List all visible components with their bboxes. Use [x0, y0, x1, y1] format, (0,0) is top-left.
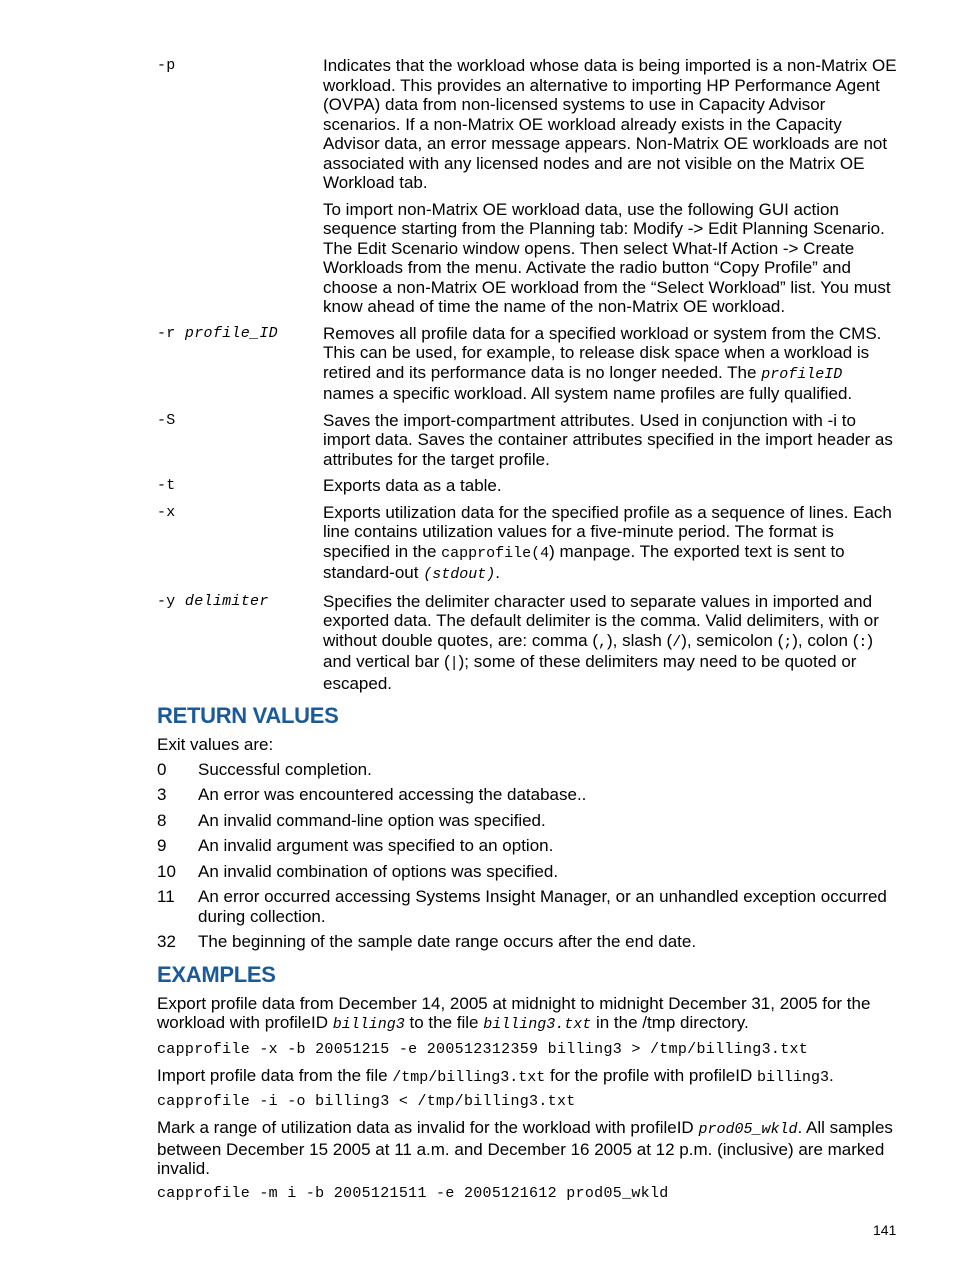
option-name [157, 411, 323, 470]
option-name [157, 476, 323, 496]
desc-text: . [828, 1065, 834, 1085]
inline-code: billing3.txt [483, 1016, 592, 1033]
option-description: Exports data as a table. [323, 476, 502, 495]
option-name [157, 503, 323, 585]
return-value-row [157, 887, 897, 926]
desc-text: Export profile data from December 14, 2005 at midnight to midnight December 31, 2005 for the workload with profileID [157, 993, 871, 1032]
option-row-y [157, 592, 897, 694]
return-code: 0 [157, 759, 167, 779]
return-code: 10 [157, 861, 176, 881]
return-text: The beginning of the sample date range occurs after the end date. [198, 932, 697, 951]
desc-text: ), colon ( [792, 630, 859, 650]
option-flag: -p [157, 57, 176, 74]
section-heading-examples: EXAMPLES [157, 961, 276, 987]
inline-code: ; [783, 633, 793, 651]
option-paragraph: Indicates that the workload whose data is being imported is a non-Matrix OE workload. This provides an alternative to importing HP Performance Agent (OVPA) data from non-licensed systems to use in Capacity Advisor scenarios. If a non-Matrix OE workload already exists in the Capacity Advisor data, an error message appears. Non-Matrix OE workloads are not associated with any licensed nodes and are not visible on the Matrix OE Workload tab. [323, 56, 897, 192]
desc-text: for the profile with profileID [545, 1065, 757, 1085]
example-command: capprofile -x -b 20051215 -e 200512312359 billing3 > /tmp/billing3.txt [157, 1040, 809, 1058]
inline-code: / [672, 633, 682, 651]
example-description [157, 1118, 897, 1179]
desc-text: ) manpage. The exported text is sent to standard-out [323, 541, 845, 582]
option-flag: -t [157, 477, 176, 494]
desc-text: Removes all profile data for a specified workload or system from the CMS. This can be used, for example, to release disk space when a workload is retired and its performance data is no longer needed. The [323, 323, 882, 382]
inline-code: billing3 [332, 1016, 405, 1033]
return-code: 9 [157, 836, 167, 855]
example-description [157, 1066, 897, 1088]
inline-code: capprofile(4 [441, 544, 550, 562]
desc-text: ), semicolon ( [681, 630, 784, 650]
return-text: An invalid combination of options was specified. [198, 861, 559, 881]
option-description [323, 324, 897, 404]
option-description [323, 592, 897, 694]
desc-text: to the file [404, 1013, 484, 1032]
inline-code: , [597, 633, 607, 651]
desc-text: Specifies the delimiter character used to separate values in imported and exported data. The default delimiter is the comma. Valid delimiters, with or without double quotes, are: comma ( [323, 591, 879, 650]
desc-text: Exports utilization data for the specified profile as a sequence of lines. Each line contains utilization values for a five-minute period. The format is specified in the [323, 502, 892, 561]
page-number: 141 [873, 1222, 897, 1238]
return-value-row [157, 836, 897, 856]
return-code: 8 [157, 810, 167, 830]
return-text: An error occurred accessing Systems Insight Manager, or an unhandled exception occurred during collection. [198, 887, 887, 926]
option-arg: profile_ID [184, 324, 278, 342]
option-flag: -y [157, 592, 176, 610]
return-values-intro: Exit values are: [157, 735, 274, 754]
return-text: An invalid command-line option was specified. [198, 810, 546, 830]
return-code: 11 [157, 887, 175, 906]
option-row-s [157, 411, 897, 470]
desc-text: ) and vertical bar ( [323, 630, 874, 671]
desc-text: . [495, 563, 500, 582]
option-name [157, 592, 323, 694]
return-code: 3 [157, 785, 167, 804]
option-flag: -r [157, 324, 176, 342]
return-value-row [157, 862, 897, 882]
return-text: Successful completion. [198, 759, 372, 779]
return-value-row [157, 811, 897, 831]
option-row-p [157, 56, 897, 317]
inline-code: profileID [761, 365, 843, 383]
option-description: Saves the import-compartment attributes. Used in conjunction with -i to import data. Saves the container attributes specified in the import header as attributes for the target profile. [323, 410, 893, 469]
desc-text: Mark a range of utilization data as invalid for the workload with profileID [157, 1118, 699, 1137]
option-name [157, 56, 323, 317]
desc-text: ), slash ( [607, 630, 673, 650]
inline-code: | [449, 655, 459, 672]
desc-text: names a specific workload. All system name profiles are fully qualified. [323, 384, 853, 403]
inline-code: prod05_wkld [698, 1121, 798, 1138]
option-row-x [157, 503, 897, 585]
option-arg: delimiter [184, 592, 269, 610]
inline-code: (stdout) [423, 566, 496, 583]
return-code: 32 [157, 932, 176, 951]
option-flag: -x [157, 503, 176, 521]
return-text: An invalid argument was specified to an option. [198, 836, 554, 855]
desc-text: in the /tmp directory. [591, 1013, 749, 1032]
return-value-row [157, 785, 897, 805]
option-description [323, 503, 897, 585]
option-name [157, 324, 323, 404]
desc-text: . All samples between December 15 2005 at 11 a.m. and December 16 2005 at 12 p.m. (inclusive) are marked invalid. [157, 1118, 893, 1178]
return-value-row [157, 760, 897, 780]
inline-code: : [858, 633, 868, 651]
inline-code: billing3 [756, 1068, 829, 1086]
option-flag: -S [157, 411, 176, 429]
desc-text: ); some of these delimiters may need to be quoted or escaped. [323, 652, 857, 693]
example-description [157, 994, 897, 1035]
return-text: An error was encountered accessing the database.. [198, 785, 587, 804]
return-value-row [157, 932, 897, 952]
example-command: capprofile -i -o billing3 < /tmp/billing3.txt [157, 1093, 576, 1110]
example-command: capprofile -m i -b 2005121511 -e 2005121612 prod05_wkld [157, 1184, 669, 1202]
option-description [323, 56, 897, 317]
page-content [157, 56, 897, 1210]
inline-code: /tmp/billing3.txt [392, 1068, 546, 1086]
option-row-t [157, 476, 897, 496]
desc-text: Import profile data from the file [157, 1065, 393, 1085]
option-paragraph: To import non-Matrix OE workload data, use the following GUI action sequence starting from the Planning tab: Modify -> Edit Planning Scenario. The Edit Scenario window opens. Then select What-If Action -> Create Workloads from the menu. Activate the radio button “Copy Profile” and choose a non-Matrix OE workload from the “Select Workload” list. You must know ahead of time the name of the non-Matrix OE workload. [323, 199, 891, 316]
option-row-r [157, 324, 897, 404]
section-heading-return-values: RETURN VALUES [157, 703, 339, 728]
